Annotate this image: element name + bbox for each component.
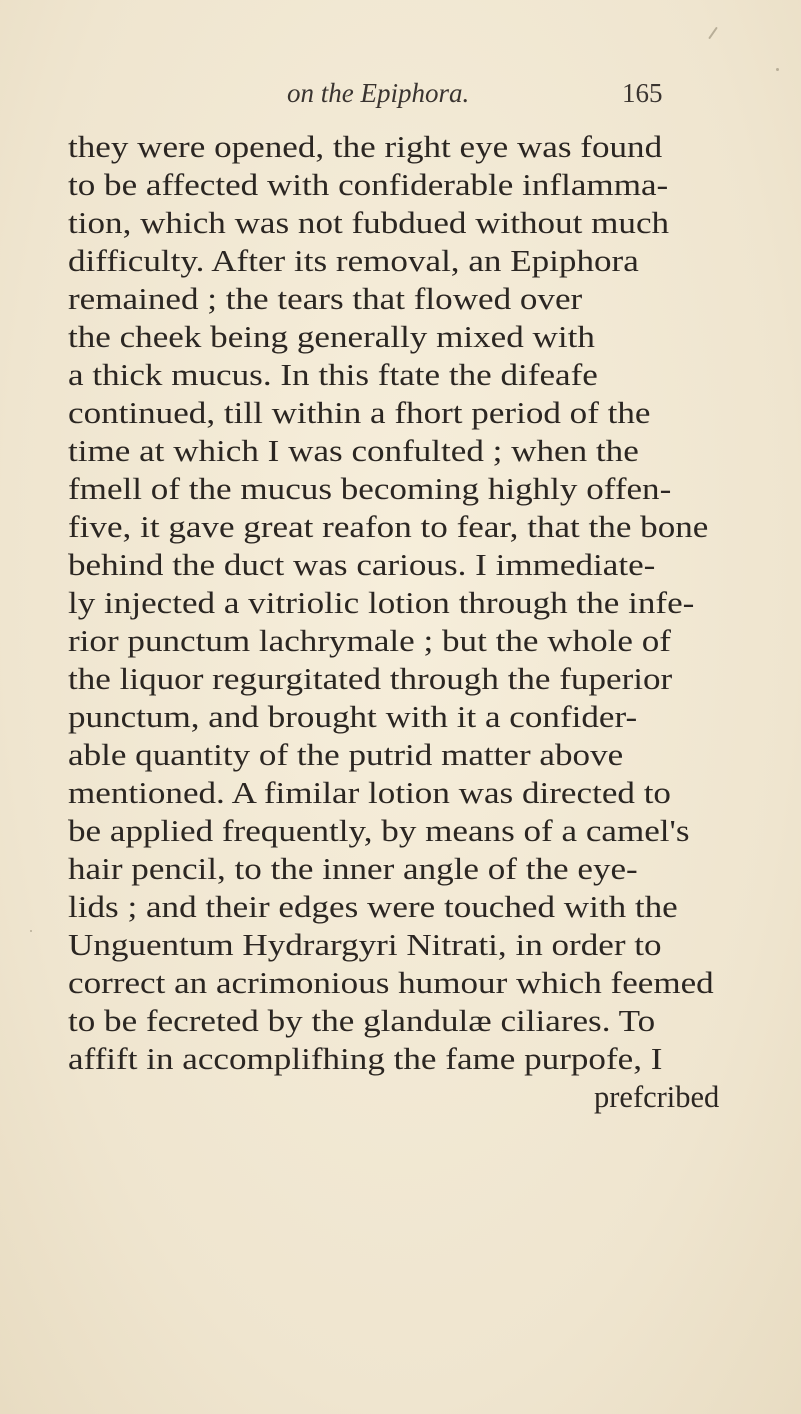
text-line: continued, till within a fhort period of the	[68, 396, 651, 430]
text-line: punctum, and brought with it a confider-	[68, 700, 638, 734]
text-line: the cheek being generally mixed with	[68, 320, 595, 354]
text-line: able quantity of the putrid matter above	[68, 738, 624, 772]
text-line: difficulty. After its removal, an Epiphora	[68, 244, 639, 278]
text-line: be applied frequently, by means of a camel's	[68, 814, 690, 848]
text-line: mentioned. A fimilar lotion was directed to	[68, 776, 671, 810]
catchword: prefcribed	[594, 1080, 720, 1114]
text-line: five, it gave great reafon to fear, that the bone	[68, 510, 709, 544]
text-line: time at which I was confulted ; when the	[68, 434, 639, 468]
paper-speck	[776, 68, 779, 71]
text-line: behind the duct was carious. I immediate-	[68, 548, 656, 582]
text-line: lids ; and their edges were touched with the	[68, 890, 678, 924]
text-line: the liquor regurgitated through the fuperior	[68, 662, 673, 696]
text-line: correct an acrimonious humour which feemed	[68, 966, 714, 1000]
text-line: hair pencil, to the inner angle of the eye-	[68, 852, 638, 886]
running-head: on the Epiphora.	[287, 78, 470, 108]
text-line: ly injected a vitriolic lotion through the infe-	[68, 586, 695, 620]
text-line: they were opened, the right eye was found	[68, 130, 663, 164]
text-line: to be fecreted by the glandulæ ciliares. To	[68, 1004, 656, 1038]
page-header	[0, 78, 801, 118]
paper-speck	[30, 930, 32, 932]
page-number: 165	[622, 78, 663, 108]
text-line: tion, which was not fubdued without much	[68, 206, 670, 240]
text-line: Unguentum Hydrargyri Nitrati, in order to	[68, 928, 662, 962]
paper-mark	[708, 27, 718, 40]
text-line: a thick mucus. In this ftate the difeafe	[68, 358, 598, 392]
text-line: affift in accomplifhing the fame purpofe, I	[68, 1042, 663, 1076]
text-line: remained ; the tears that flowed over	[68, 282, 583, 316]
text-line: to be affected with confiderable inflamma-	[68, 168, 669, 202]
text-line: rior punctum lachrymale ; but the whole of	[68, 624, 671, 658]
text-line: fmell of the mucus becoming highly offen-	[68, 472, 672, 506]
